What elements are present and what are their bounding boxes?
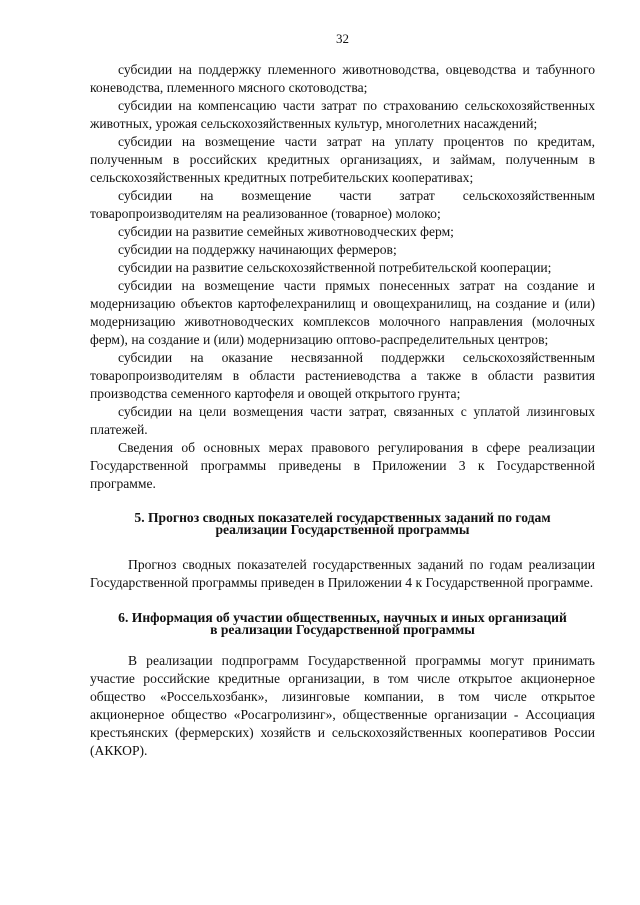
section-5-paragraph: Прогноз сводных показателей государственных заданий по годам реализации Государственной программы приведен в Приложении 4 к Государственной программе. bbox=[90, 557, 595, 590]
subsidy-item-cooperation: субсидии на развитие сельскохозяйственной потребительской кооперации; bbox=[118, 260, 552, 275]
section-6-heading-line1: 6. Информация об участии общественных, научных и иных организаций bbox=[118, 610, 567, 625]
legal-regulation-paragraph: Сведения об основных мерах правового регулирования в сфере реализации Государственной программы приведены в Приложении 3 к Государственной программе. bbox=[90, 440, 595, 491]
document-body bbox=[90, 61, 595, 760]
section-5-heading bbox=[90, 512, 595, 536]
subsidy-item-credit-interest: субсидии на возмещение части затрат на уплату процентов по кредитам, полученным в российских кредитных организациях, и займам, полученным в сельскохозяйственных кредитных потребительских кооперативах; bbox=[90, 134, 595, 185]
subsidy-item-storage: субсидии на возмещение части прямых понесенных затрат на создание и модернизацию объектов картофелехранилищ и овощехранилищ, на создание и (или) модернизацию животноводческих комплексов молочного направления (молочных ферм), на создание и (или) модернизацию оптово-распределительных центров; bbox=[90, 278, 595, 347]
subsidy-item-family-farms: субсидии на развитие семейных животноводческих ферм; bbox=[118, 224, 454, 239]
section-6-heading bbox=[90, 612, 595, 636]
subsidy-item-leasing: субсидии на цели возмещения части затрат, связанных с уплатой лизинговых платежей. bbox=[90, 404, 595, 437]
subsidy-item-novice-farmers: субсидии на поддержку начинающих фермеров; bbox=[118, 242, 397, 257]
subsidy-item-crop-production: субсидии на оказание несвязанной поддержки сельскохозяйственным товаропроизводителям в области растениеводства а также в области развития производства семенного картофеля и овощей открытого грунта; bbox=[90, 350, 595, 401]
page-number: 32 bbox=[336, 31, 349, 46]
section-5-heading-line1: 5. Прогноз сводных показателей государственных заданий по годам bbox=[134, 510, 551, 525]
section-5-heading-line2: реализации Государственной программы bbox=[215, 522, 470, 537]
subsidy-item-milk: субсидии на возмещение части затрат сельскохозяйственным товаропроизводителям на реализованное (товарное) молоко; bbox=[90, 188, 595, 221]
section-6-heading-line2: в реализации Государственной программы bbox=[210, 622, 475, 637]
subsidy-item-insurance: субсидии на компенсацию части затрат по страхованию сельскохозяйственных животных, урожая сельскохозяйственных культур, многолетних насаждений; bbox=[90, 98, 595, 131]
section-6-paragraph: В реализации подпрограмм Государственной программы могут принимать участие российские кредитные организации, в том числе открытое акционерное общество «Россельхозбанк», лизинговые компании, в том числе открытое акционерное общество «Росагролизинг», общественные организации - Ассоциация крестьянских (фермерских) хозяйств и сельскохозяйственных кооперативов России (АККОР). bbox=[90, 653, 595, 758]
subsidy-item-breeding: субсидии на поддержку племенного животноводства, овцеводства и табунного коневодства, племенного мясного скотоводства; bbox=[90, 62, 595, 95]
